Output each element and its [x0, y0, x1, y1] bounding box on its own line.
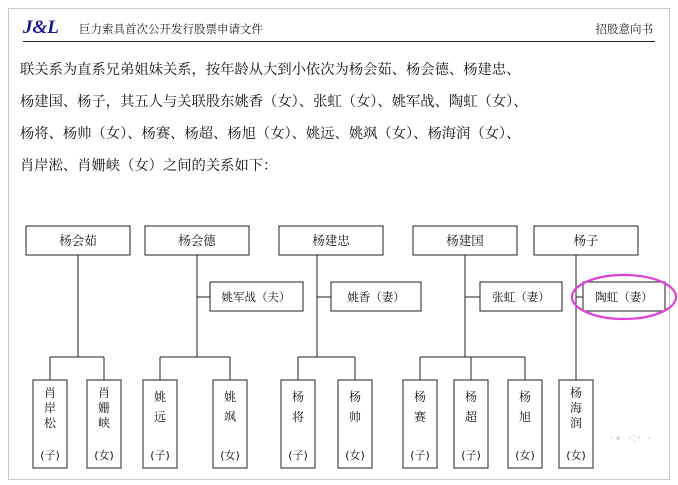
child-name-char: 姗: [97, 401, 111, 415]
child-name-char: 杨: [518, 390, 532, 404]
child-name-char: 杨: [291, 390, 305, 404]
child-name-char: 姚: [223, 390, 237, 404]
child-role: (女): [345, 449, 365, 462]
child-name-char: 肖: [43, 386, 57, 400]
child-name-char: 岸: [43, 401, 57, 415]
child-role: (子): [461, 449, 481, 462]
child-name-char: 飒: [223, 410, 237, 424]
child-role: (子): [410, 449, 430, 462]
child-name-char: 润: [569, 416, 583, 430]
child-role: (女): [94, 449, 114, 462]
document-title: 巨力索具首次公开发行股票申请文件: [79, 22, 263, 36]
child-name-char: 远: [153, 410, 167, 424]
child-role: (女): [566, 449, 586, 462]
watermark: ·∙ ·:· ·: [609, 431, 652, 445]
child-name-char: 帅: [348, 410, 362, 424]
relationship-paragraph: 联关系为直系兄弟姐妹关系，按年龄从大到小依次为杨会茹、杨会德、杨建忠、 杨建国、杨子，其五人与关联股东姚香（女）、张虹（女）、姚军战、陶虹（女）、 杨将、杨帅（女）、杨赛、杨超、杨旭（女）、姚远、姚飒（女）、杨海润（女）、 肖岸淞、肖姗峡（女）之间的关系如下：: [20, 62, 528, 174]
spouse-label-3: 张虹（妻）: [492, 290, 550, 304]
sibling-label-2: 杨会德: [178, 233, 216, 248]
child-role: (女): [220, 449, 240, 462]
child-name-char: 超: [464, 410, 478, 424]
child-name-char: 赛: [413, 410, 427, 424]
child-role: (子): [150, 449, 170, 462]
child-name-char: 杨: [348, 390, 362, 404]
spouse-label-4: 陶虹（妻）: [595, 290, 653, 304]
child-name-char: 肖: [97, 386, 111, 400]
child-role: (子): [288, 449, 308, 462]
child-name-char: 杨: [464, 390, 478, 404]
child-name-char: 杨: [569, 386, 583, 400]
sibling-label-1: 杨会茹: [59, 233, 97, 248]
sibling-label-4: 杨建国: [446, 233, 484, 248]
child-name-char: 旭: [518, 410, 532, 424]
child-name-char: 将: [291, 410, 305, 424]
sibling-label-5: 杨子: [573, 233, 599, 248]
spouse-label-1: 姚军战（夫）: [221, 290, 291, 304]
child-name-char: 姚: [153, 390, 167, 404]
section-name: 招股意向书: [595, 22, 653, 36]
company-logo: J&L: [23, 17, 59, 38]
child-name-char: 杨: [413, 390, 427, 404]
child-name-char: 松: [43, 416, 57, 430]
child-role: (女): [515, 449, 535, 462]
child-role: (子): [40, 449, 60, 462]
spouse-label-2: 姚香（妻）: [347, 290, 405, 304]
child-name-char: 海: [569, 401, 583, 415]
child-name-char: 峡: [97, 416, 111, 430]
sibling-label-3: 杨建忠: [312, 233, 350, 248]
